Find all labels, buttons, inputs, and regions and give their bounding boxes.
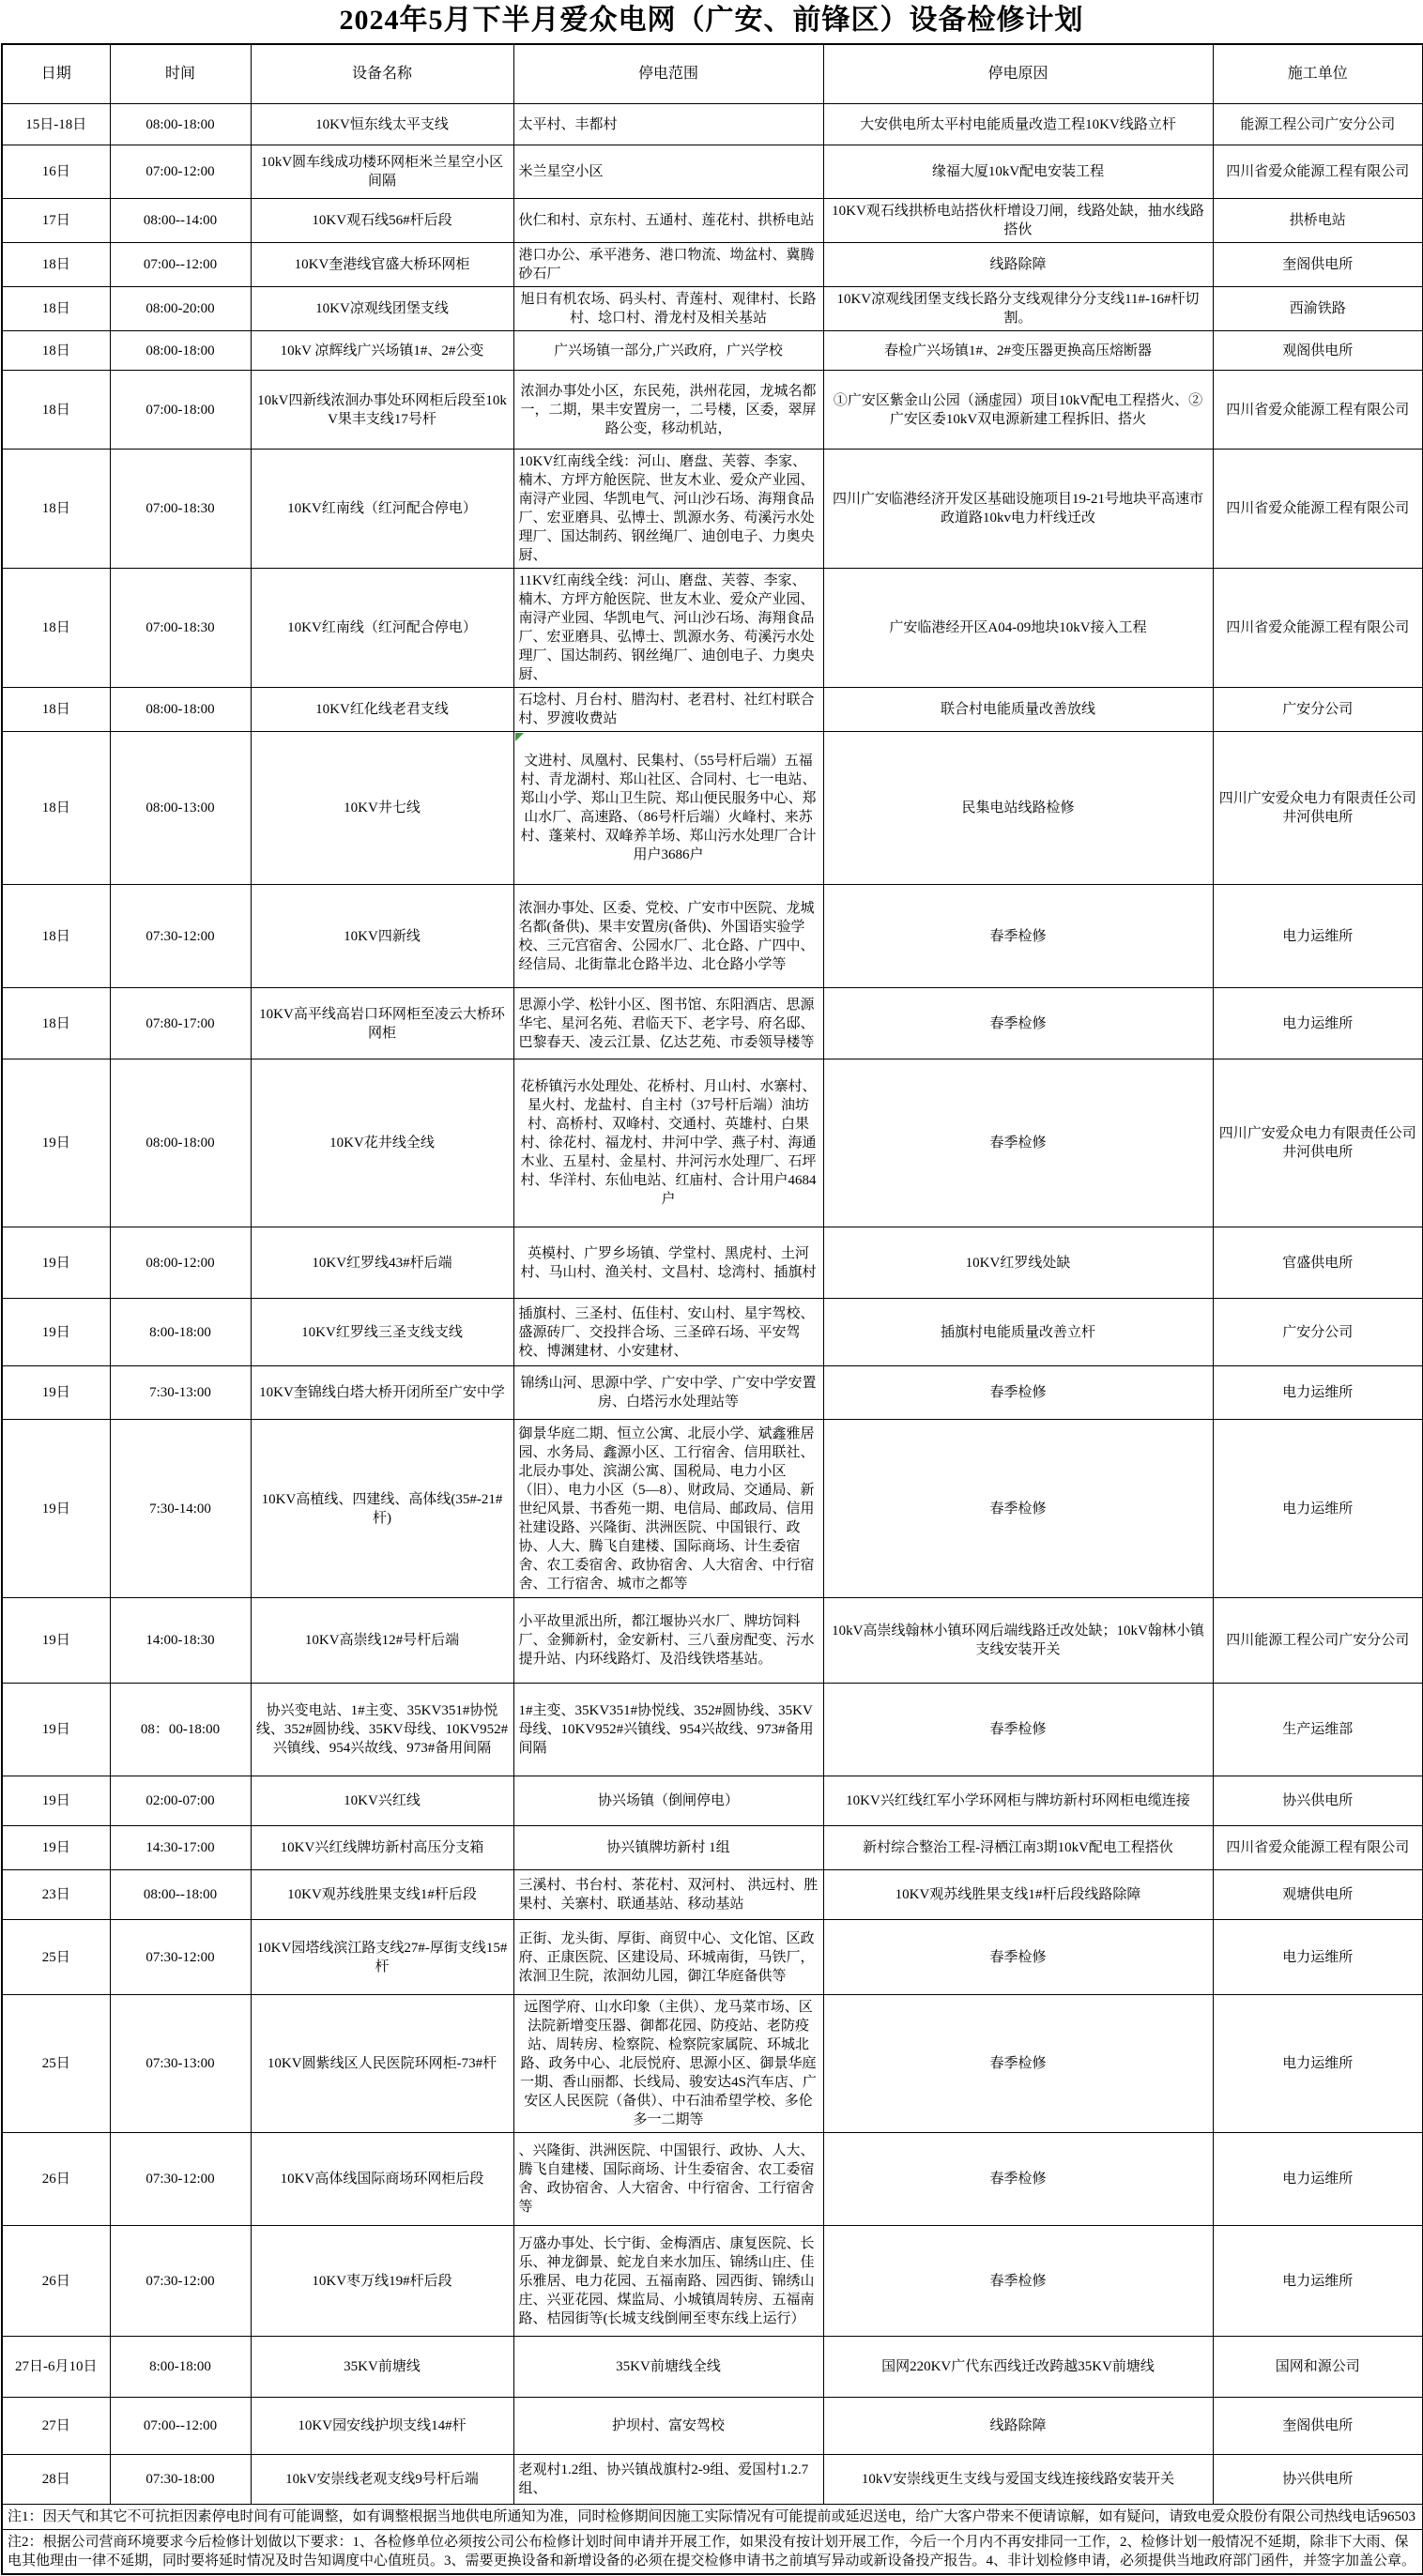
cell-reason: 10KV观石线拱桥电站搭伙杆增设刀闸，线路处缺，抽水线路搭伙 bbox=[823, 199, 1213, 243]
cell-scope: 正街、龙头街、厚街、商贸中心、文化馆、区政府、正康医院、区建设局、环城南街，马铁厂，浓洄卫生院，浓洄幼儿园，御江华庭备供等 bbox=[513, 1920, 823, 1995]
cell-time: 07:30-12:00 bbox=[110, 2226, 251, 2337]
cell-scope: 协兴镇牌坊新村 1组 bbox=[513, 1826, 823, 1870]
cell-equipment: 10KV观石线56#杆后段 bbox=[251, 199, 513, 243]
cell-equipment: 10KV凉观线团堡支线 bbox=[251, 287, 513, 331]
cell-equipment: 10KV高平线高岩口环网柜至凌云大桥环网柜 bbox=[251, 988, 513, 1059]
cell-date: 18日 bbox=[2, 371, 110, 450]
cell-date: 19日 bbox=[2, 1227, 110, 1299]
cell-reason: 春季检修 bbox=[823, 1995, 1213, 2133]
table-row bbox=[2, 2133, 1423, 2226]
cell-date: 26日 bbox=[2, 2133, 110, 2226]
cell-unit: 能源工程公司广安分公司 bbox=[1213, 104, 1423, 145]
cell-scope: 锦绣山河、思源中学、广安中学、广安中学安置房、白塔污水处理站等 bbox=[513, 1366, 823, 1420]
cell-reason: 国网220KV广代东西线迁改跨越35KV前塘线 bbox=[823, 2337, 1213, 2398]
cell-time: 8:00-18:00 bbox=[110, 2337, 251, 2398]
cell-unit: 四川省爱众能源工程有限公司 bbox=[1213, 569, 1423, 688]
cell-scope: 护坝村、富安驾校 bbox=[513, 2398, 823, 2455]
cell-equipment: 10KV圆紫线区人民医院环网柜-73#杆 bbox=[251, 1995, 513, 2133]
cell-time: 08:00-18:00 bbox=[110, 688, 251, 732]
cell-unit: 四川省爱众能源工程有限公司 bbox=[1213, 450, 1423, 569]
cell-time: 07:30-12:00 bbox=[110, 2133, 251, 2226]
cell-unit: 四川省爱众能源工程有限公司 bbox=[1213, 371, 1423, 450]
cell-unit: 四川广安爱众电力有限责任公司井河供电所 bbox=[1213, 1059, 1423, 1227]
cell-unit: 拱桥电站 bbox=[1213, 199, 1423, 243]
cell-reason: 春季检修 bbox=[823, 1366, 1213, 1420]
table-row bbox=[2, 2226, 1423, 2337]
cell-reason: 联合村电能质量改善放线 bbox=[823, 688, 1213, 732]
cell-scope: 、兴隆街、洪洲医院、中国银行、政协、人大、腾飞自建楼、国际商场、计生委宿舍、农工委宿舍、政协宿舍、人大宿舍、中行宿舍、工行宿舍等 bbox=[513, 2133, 823, 2226]
table-row bbox=[2, 1227, 1423, 1299]
cell-time: 07:00--12:00 bbox=[110, 243, 251, 287]
cell-reason: 线路除障 bbox=[823, 243, 1213, 287]
cell-time: 08:00--18:00 bbox=[110, 1870, 251, 1920]
cell-date: 27日 bbox=[2, 2398, 110, 2455]
cell-unit: 生产运维部 bbox=[1213, 1684, 1423, 1776]
cell-time: 08:00-12:00 bbox=[110, 1227, 251, 1299]
table-row bbox=[2, 1299, 1423, 1366]
cell-reason: 春季检修 bbox=[823, 1920, 1213, 1995]
cell-equipment: 10KV花井线全线 bbox=[251, 1059, 513, 1227]
cell-scope: 旭日有机农场、码头村、青莲村、观律村、长路村、埝口村、滑龙村及相关基站 bbox=[513, 287, 823, 331]
cell-reason: 春季检修 bbox=[823, 2226, 1213, 2337]
cell-date: 19日 bbox=[2, 1420, 110, 1598]
cell-reason: 10KV红罗线处缺 bbox=[823, 1227, 1213, 1299]
cell-unit: 电力运维所 bbox=[1213, 1920, 1423, 1995]
cell-equipment: 10KV兴红线 bbox=[251, 1776, 513, 1826]
note-row-2 bbox=[2, 2530, 1423, 2575]
table-row bbox=[2, 1598, 1423, 1684]
cell-unit: 广安分公司 bbox=[1213, 688, 1423, 732]
cell-date: 19日 bbox=[2, 1366, 110, 1420]
cell-scope: 浓洄办事处小区，东民苑，洪州花园，龙城名都一，二期，果丰安置房一，二号楼，区委，翠屏路公变，移动机站， bbox=[513, 371, 823, 450]
note-row-1 bbox=[2, 2505, 1423, 2530]
table-row bbox=[2, 1776, 1423, 1826]
cell-date: 28日 bbox=[2, 2455, 110, 2505]
cell-equipment: 10KV恒东线太平支线 bbox=[251, 104, 513, 145]
cell-unit: 协兴供电所 bbox=[1213, 1776, 1423, 1826]
cell-equipment: 10KV井七线 bbox=[251, 732, 513, 885]
cell-scope: 11KV红南线全线：河山、磨盘、芙蓉、李家、楠木、方坪方舱医院、世友木业、爱众产业园、南浔产业园、华凯电气、河山沙石场、海翔食品厂、宏亚磨具、弘博士、凯源水务、苟溪污水处理厂、国达制药、钢丝绳厂、迪创电子、力奥央厨、 bbox=[513, 569, 823, 688]
cell-scope: 文进村、凤凰村、民集村、（55号杆后端）五福村、青龙湖村、郑山社区、合同村、七一电站、郑山小学、郑山卫生院、郑山便民服务中心、郑山水厂、高速路、（86号杆后端）火峰村、来苏村、蓬莱村、双峰养羊场、郑山污水处理厂合计用户3686户 bbox=[513, 732, 823, 885]
cell-unit: 电力运维所 bbox=[1213, 1995, 1423, 2133]
cell-reason: 新村综合整治工程-浔栖江南3期10kV配电工程搭伙 bbox=[823, 1826, 1213, 1870]
cell-equipment: 10kV安崇线老观支线9号杆后端 bbox=[251, 2455, 513, 2505]
cell-date: 17日 bbox=[2, 199, 110, 243]
cell-scope: 10KV红南线全线：河山、磨盘、芙蓉、李家、楠木、方坪方舱医院、世友木业、爱众产业园、南浔产业园、华凯电气、河山沙石场、海翔食品厂、宏亚磨具、弘博士、凯源水务、苟溪污水处理厂、国达制药、钢丝绳厂、迪创电子、力奥央厨、 bbox=[513, 450, 823, 569]
cell-equipment: 10KV奎锦线白塔大桥开闭所至广安中学 bbox=[251, 1366, 513, 1420]
cell-scope: 插旗村、三圣村、伍佳村、安山村、星宇驾校、盛源砖厂、交投拌合场、三圣碎石场、平安驾校、博渊建材、小安建材、 bbox=[513, 1299, 823, 1366]
table-row bbox=[2, 450, 1423, 569]
cell-reason: 大安供电所太平村电能质量改造工程10KV线路立杆 bbox=[823, 104, 1213, 145]
cell-date: 19日 bbox=[2, 1598, 110, 1684]
cell-unit: 电力运维所 bbox=[1213, 1366, 1423, 1420]
cell-time: 08：00-18:00 bbox=[110, 1684, 251, 1776]
table-row bbox=[2, 569, 1423, 688]
header-row bbox=[2, 44, 1423, 104]
cell-reason: 春季检修 bbox=[823, 988, 1213, 1059]
cell-unit: 国网和源公司 bbox=[1213, 2337, 1423, 2398]
cell-equipment: 10KV红罗线三圣支线支线 bbox=[251, 1299, 513, 1366]
table-row bbox=[2, 243, 1423, 287]
cell-time: 08:00-18:00 bbox=[110, 1059, 251, 1227]
cell-equipment: 10kV 凉辉线广兴场镇1#、2#公变 bbox=[251, 331, 513, 371]
cell-reason: 春季检修 bbox=[823, 1420, 1213, 1598]
table-row bbox=[2, 1684, 1423, 1776]
cell-equipment: 10KV四新线 bbox=[251, 885, 513, 988]
cell-equipment: 10KV奎港线官盛大桥环网柜 bbox=[251, 243, 513, 287]
cell-date: 27日-6月10日 bbox=[2, 2337, 110, 2398]
cell-scope: 小平故里派出所，都江堰协兴水厂、牌坊饲料厂、金狮新村，金安新村、三八蚕房配变、污水提升站、内环线路灯、及沿线铁塔基站。 bbox=[513, 1598, 823, 1684]
cell-date: 18日 bbox=[2, 287, 110, 331]
cell-date: 25日 bbox=[2, 1920, 110, 1995]
cell-reason: 插旗村电能质量改善立杆 bbox=[823, 1299, 1213, 1366]
table-row bbox=[2, 688, 1423, 732]
table-row bbox=[2, 104, 1423, 145]
page-title: 2024年5月下半月爱众电网（广安、前锋区）设备检修计划 bbox=[339, 5, 1084, 36]
cell-equipment: 10KV兴红线牌坊新村高压分支箱 bbox=[251, 1826, 513, 1870]
note-text-2: 注2：根据公司营商环境要求今后检修计划做以下要求：1、各检修单位必须按公司公布检修计划时间申请并开展工作，如果没有按计划开展工作，今后一个月内不再安排同一工作，2、检修计划一般情况不延期，除非下大雨、保电其他理由一律不延期，同时要将延时情况及时告知调度中心值班员。3、需要更换设备和新增设备的必须在提交检修申请书之前填写异动或新设备投产报告。4、非计划检修申请，必须提供当地政府部门函件，并签字加盖公章。 bbox=[2, 2530, 1423, 2575]
cell-scope: 远图学府、山水印象（主供）、龙马菜市场、区法院新增变压器、御都花园、防疫站、老防疫站、周转房、检察院、检察院家属院、环城北路、政务中心、北辰悦府、思源小区、御景华庭一期、香山丽都、长线局、骏安达4S汽车店、广安区人民医院（备供）、中石油希望学校、多伦多一二期等 bbox=[513, 1995, 823, 2133]
table-row bbox=[2, 1870, 1423, 1920]
cell-scope: 协兴场镇（倒闸停电） bbox=[513, 1776, 823, 1826]
cell-scope: 花桥镇污水处理处、花桥村、月山村、水寨村、星火村、龙盐村、自主村（37号杆后端）油坊村、高桥村、双峰村、交通村、英雄村、白果村、徐花村、福龙村、井河中学、燕子村、海通木业、五星村、金星村、井河污水处理厂、石坪村、华洋村、东仙电站、红庙村、合计用户4684户 bbox=[513, 1059, 823, 1227]
cell-time: 07:30-12:00 bbox=[110, 1920, 251, 1995]
cell-scope: 太平村、丰都村 bbox=[513, 104, 823, 145]
cell-equipment: 协兴变电站、1#主变、35KV351#协悦线、352#圆协线、35KV母线、10KV952#兴镇线、954兴故线、973#备用间隔 bbox=[251, 1684, 513, 1776]
cell-time: 08:00-13:00 bbox=[110, 732, 251, 885]
cell-unit: 奎阁供电所 bbox=[1213, 243, 1423, 287]
column-header-0: 日期 bbox=[2, 44, 110, 104]
table-row bbox=[2, 1366, 1423, 1420]
cell-equipment: 10kV圆车线成功楼环网柜米兰星空小区间隔 bbox=[251, 145, 513, 199]
cell-equipment: 10KV高体线国际商场环网柜后段 bbox=[251, 2133, 513, 2226]
cell-time: 07:00-18:00 bbox=[110, 371, 251, 450]
cell-scope: 三溪村、书台村、茶花村、双河村、 洪远村、胜果村、关寨村、联通基站、移动基站 bbox=[513, 1870, 823, 1920]
cell-reason: 10KV凉观线团堡支线长路分支线观律分分支线11#-16#杆切割。 bbox=[823, 287, 1213, 331]
cell-unit: 电力运维所 bbox=[1213, 885, 1423, 988]
cell-reason: 10kV安崇线更生支线与爱国支线连接线路安装开关 bbox=[823, 2455, 1213, 2505]
table-row bbox=[2, 287, 1423, 331]
cell-date: 18日 bbox=[2, 569, 110, 688]
cell-scope: 浓洄办事处、区委、党校、广安市中医院、龙城名都(备供)、果丰安置房(备供)、外国语实验学校、三元宫宿舍、公园水厂、北仓路、广四中、经信局、北街靠北仓路半边、北仓路小学等 bbox=[513, 885, 823, 988]
maintenance-table bbox=[1, 43, 1423, 2575]
cell-reason: 春季检修 bbox=[823, 885, 1213, 988]
cell-unit: 广安分公司 bbox=[1213, 1299, 1423, 1366]
cell-unit: 四川能源工程公司广安分公司 bbox=[1213, 1598, 1423, 1684]
cell-time: 7:30-14:00 bbox=[110, 1420, 251, 1598]
cell-reason: 线路除障 bbox=[823, 2398, 1213, 2455]
table-row bbox=[2, 732, 1423, 885]
cell-time: 07:30-18:00 bbox=[110, 2455, 251, 2505]
cell-date: 19日 bbox=[2, 1826, 110, 1870]
table-row bbox=[2, 331, 1423, 371]
cell-scope: 米兰星空小区 bbox=[513, 145, 823, 199]
cell-unit: 协兴供电所 bbox=[1213, 2455, 1423, 2505]
cell-unit: 西渝铁路 bbox=[1213, 287, 1423, 331]
cell-time: 08:00-18:00 bbox=[110, 104, 251, 145]
table-row bbox=[2, 2455, 1423, 2505]
cell-date: 23日 bbox=[2, 1870, 110, 1920]
cell-unit: 奎阁供电所 bbox=[1213, 2398, 1423, 2455]
cell-reason: 春季检修 bbox=[823, 1684, 1213, 1776]
cell-date: 25日 bbox=[2, 1995, 110, 2133]
cell-equipment: 35KV前塘线 bbox=[251, 2337, 513, 2398]
cell-unit: 四川省爱众能源工程有限公司 bbox=[1213, 1826, 1423, 1870]
cell-scope: 御景华庭二期、恒立公寓、北辰小学、斌鑫雅居园、水务局、鑫源小区、工行宿舍、信用联社、北辰办事处、滨湖公寓、国税局、电力小区（旧）、电力小区（5—8）、财政局、交通局、新世纪风景、书香苑一期、电信局、邮政局、信用社建设路、兴隆街、洪洲医院、中国银行、政协、人大、腾飞自建楼、国际商场、计生委宿舍、农工委宿舍、政协宿舍、人大宿舍、中行宿舍、工行宿舍、城市之都等 bbox=[513, 1420, 823, 1598]
cell-reason: 四川广安临港经济开发区基础设施项目19-21号地块平高速市政道路10kv电力杆线迁改 bbox=[823, 450, 1213, 569]
table-row bbox=[2, 199, 1423, 243]
cell-time: 02:00-07:00 bbox=[110, 1776, 251, 1826]
column-header-4: 停电原因 bbox=[823, 44, 1213, 104]
cell-scope: 1#主变、35KV351#协悦线、352#圆协线、35KV母线、10KV952#兴镇线、954兴故线、973#备用间隔 bbox=[513, 1684, 823, 1776]
table-row bbox=[2, 2398, 1423, 2455]
cell-unit: 四川省爱众能源工程有限公司 bbox=[1213, 145, 1423, 199]
cell-date: 18日 bbox=[2, 732, 110, 885]
cell-scope: 英模村、广罗乡场镇、学堂村、黑虎村、土河村、马山村、渔关村、文昌村、埝湾村、插旗村 bbox=[513, 1227, 823, 1299]
cell-date: 16日 bbox=[2, 145, 110, 199]
cell-equipment: 10KV枣万线19#杆后段 bbox=[251, 2226, 513, 2337]
cell-unit: 电力运维所 bbox=[1213, 2226, 1423, 2337]
cell-date: 18日 bbox=[2, 988, 110, 1059]
cell-time: 07:00-18:30 bbox=[110, 569, 251, 688]
cell-equipment: 10KV园安线护坝支线14#杆 bbox=[251, 2398, 513, 2455]
cell-date: 19日 bbox=[2, 1059, 110, 1227]
cell-equipment: 10KV红罗线43#杆后端 bbox=[251, 1227, 513, 1299]
cell-date: 18日 bbox=[2, 331, 110, 371]
cell-time: 07:00-12:00 bbox=[110, 145, 251, 199]
cell-reason: 民集电站线路检修 bbox=[823, 732, 1213, 885]
cell-time: 08:00-18:00 bbox=[110, 331, 251, 371]
cell-equipment: 10kV四新线浓洄办事处环网柜后段至10kV果丰支线17号杆 bbox=[251, 371, 513, 450]
cell-unit: 观阁供电所 bbox=[1213, 331, 1423, 371]
table-row bbox=[2, 885, 1423, 988]
table-row bbox=[2, 1059, 1423, 1227]
cell-equipment: 10KV观苏线胜果支线1#杆后段 bbox=[251, 1870, 513, 1920]
note-text-1: 注1：因天气和其它不可抗拒因素停电时间有可能调整，如有调整根据当地供电所通知为准，同时检修期间因施工实际情况有可能提前或延迟送电，给广大客户带来不便请谅解，如有疑问，请致电爱众股份有限公司热线电话96503 bbox=[2, 2505, 1423, 2530]
cell-date: 19日 bbox=[2, 1299, 110, 1366]
cell-unit: 电力运维所 bbox=[1213, 2133, 1423, 2226]
cell-unit: 官盛供电所 bbox=[1213, 1227, 1423, 1299]
cell-time: 07:30-12:00 bbox=[110, 885, 251, 988]
cell-date: 18日 bbox=[2, 243, 110, 287]
column-header-5: 施工单位 bbox=[1213, 44, 1423, 104]
cell-equipment: 10KV红南线（红河配合停电） bbox=[251, 569, 513, 688]
cell-unit: 四川广安爱众电力有限责任公司井河供电所 bbox=[1213, 732, 1423, 885]
cell-unit: 观塘供电所 bbox=[1213, 1870, 1423, 1920]
cell-time: 14:00-18:30 bbox=[110, 1598, 251, 1684]
cell-reason: 10KV观苏线胜果支线1#杆后段线路除障 bbox=[823, 1870, 1213, 1920]
cell-reason: 10KV兴红线红军小学环网柜与牌坊新村环网柜电缆连接 bbox=[823, 1776, 1213, 1826]
cell-reason: ①广安区紫金山公园（涵虚园）项目10kV配电工程搭火、②广安区委10kV双电源新建工程拆旧、搭火 bbox=[823, 371, 1213, 450]
cell-unit: 电力运维所 bbox=[1213, 988, 1423, 1059]
cell-time: 7:30-13:00 bbox=[110, 1366, 251, 1420]
cell-time: 07:00-18:30 bbox=[110, 450, 251, 569]
cell-date: 15日-18日 bbox=[2, 104, 110, 145]
table-row bbox=[2, 145, 1423, 199]
table-row bbox=[2, 1995, 1423, 2133]
cell-equipment: 10KV园塔线滨江路支线27#-厚街支线15#杆 bbox=[251, 1920, 513, 1995]
table-row bbox=[2, 1420, 1423, 1598]
cell-time: 08:00--14:00 bbox=[110, 199, 251, 243]
cell-reason: 10kV高崇线翰林小镇环网后端线路迁改处缺；10kV翰林小镇支线安装开关 bbox=[823, 1598, 1213, 1684]
cell-equipment: 10KV高崇线12#号杆后端 bbox=[251, 1598, 513, 1684]
cell-reason: 春检广兴场镇1#、2#变压器更换高压熔断器 bbox=[823, 331, 1213, 371]
cell-reason: 缘福大厦10kV配电安装工程 bbox=[823, 145, 1213, 199]
cell-scope: 老观村1.2组、协兴镇战旗村2-9组、爱国村1.2.7组、 bbox=[513, 2455, 823, 2505]
table-row bbox=[2, 1826, 1423, 1870]
cell-scope: 万盛办事处、长宁街、金梅酒店、康复医院、长乐、神龙御景、蛇龙自来水加压、锦绣山庄、佳乐雅居、电力花园、五福南路、园西街、锦绣山庄、兴亚花园、煤监局、小城镇周转房、五福南路、桔园街等(长城支线倒闸至枣东线上运行） bbox=[513, 2226, 823, 2337]
cell-reason: 广安临港经开区A04-09地块10kV接入工程 bbox=[823, 569, 1213, 688]
cell-time: 08:00-20:00 bbox=[110, 287, 251, 331]
column-header-1: 时间 bbox=[110, 44, 251, 104]
cell-reason: 春季检修 bbox=[823, 1059, 1213, 1227]
cell-date: 18日 bbox=[2, 688, 110, 732]
cell-scope: 港口办公、承平港务、港口物流、坳盆村、冀腾砂石厂 bbox=[513, 243, 823, 287]
cell-date: 19日 bbox=[2, 1684, 110, 1776]
cell-time: 07:80-17:00 bbox=[110, 988, 251, 1059]
cell-date: 18日 bbox=[2, 885, 110, 988]
column-header-3: 停电范围 bbox=[513, 44, 823, 104]
column-header-2: 设备名称 bbox=[251, 44, 513, 104]
cell-time: 14:30-17:00 bbox=[110, 1826, 251, 1870]
cell-date: 26日 bbox=[2, 2226, 110, 2337]
table-row bbox=[2, 2337, 1423, 2398]
cell-scope: 35KV前塘线全线 bbox=[513, 2337, 823, 2398]
table-row bbox=[2, 371, 1423, 450]
table-body bbox=[2, 104, 1423, 2575]
cell-scope: 广兴场镇一部分,广兴政府，广兴学校 bbox=[513, 331, 823, 371]
table-row bbox=[2, 988, 1423, 1059]
cell-scope: 石埝村、月台村、腊沟村、老君村、社红村联合村、罗渡收费站 bbox=[513, 688, 823, 732]
cell-time: 07:00--12:00 bbox=[110, 2398, 251, 2455]
cell-equipment: 10KV红化线老君支线 bbox=[251, 688, 513, 732]
cell-unit: 电力运维所 bbox=[1213, 1420, 1423, 1598]
cell-time: 8:00-18:00 bbox=[110, 1299, 251, 1366]
table-row bbox=[2, 1920, 1423, 1995]
cell-reason: 春季检修 bbox=[823, 2133, 1213, 2226]
cell-time: 07:30-13:00 bbox=[110, 1995, 251, 2133]
cell-scope: 伙仁和村、京东村、五通村、莲花村、拱桥电站 bbox=[513, 199, 823, 243]
cell-date: 19日 bbox=[2, 1776, 110, 1826]
cell-equipment: 10KV高植线、四建线、高体线(35#-21#杆) bbox=[251, 1420, 513, 1598]
cell-equipment: 10KV红南线（红河配合停电） bbox=[251, 450, 513, 569]
cell-scope: 思源小学、松针小区、图书馆、东阳酒店、思源华宅、星河名苑、君临天下、老字号、府名邸、巴黎春天、凌云江景、亿达艺苑、市委领导楼等 bbox=[513, 988, 823, 1059]
cell-date: 18日 bbox=[2, 450, 110, 569]
